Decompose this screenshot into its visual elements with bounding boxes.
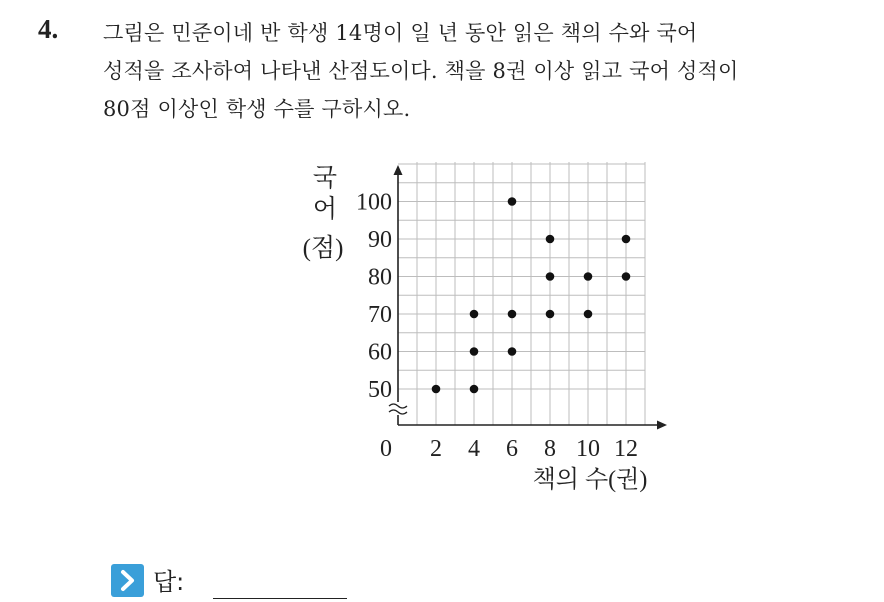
data-point	[622, 235, 631, 244]
x-axis-label: 책의 수(권)	[532, 467, 648, 493]
y-axis-label-char-3: (점)	[302, 235, 344, 262]
y-tick-label: 90	[368, 227, 392, 253]
data-point	[622, 272, 631, 281]
x-tick-label: 10	[576, 436, 600, 462]
x-tick-label: 8	[544, 436, 556, 462]
data-point	[546, 272, 555, 281]
x-axis-arrowhead	[657, 421, 667, 430]
data-point	[508, 197, 517, 206]
data-point	[584, 310, 593, 319]
y-tick-label: 70	[368, 302, 392, 328]
question-number: 4.	[38, 14, 59, 44]
data-point	[470, 347, 479, 356]
data-point	[584, 272, 593, 281]
y-tick-label: 100	[356, 189, 392, 216]
y-axis-break-icon	[389, 402, 407, 415]
question-line-2: 성적을 조사하여 나타낸 산점도이다. 책을 8권 이상 읽고 국어 성적이	[103, 59, 739, 83]
y-axis-label-char-1: 국	[312, 165, 338, 192]
y-tick-label: 80	[368, 264, 392, 291]
data-point	[508, 310, 517, 319]
chart-axes	[389, 165, 667, 430]
y-tick-label: 60	[368, 339, 392, 366]
question-line-3: 80점 이상인 학생 수를 구하시오.	[103, 97, 411, 121]
x-tick-label: 12	[614, 436, 638, 462]
answer-blank[interactable]	[213, 598, 347, 599]
y-tick-label: 50	[368, 377, 392, 403]
answer-label: 답:	[153, 568, 185, 596]
data-point	[432, 385, 441, 394]
y-axis-label-char-2: 어	[312, 196, 338, 223]
data-point	[508, 347, 517, 356]
origin-label: 0	[380, 436, 392, 462]
data-point	[470, 310, 479, 319]
data-point	[470, 385, 479, 394]
x-tick-label: 4	[468, 436, 480, 462]
chevron-right-icon	[111, 564, 144, 597]
data-point	[546, 310, 555, 319]
data-point	[546, 235, 555, 244]
x-tick-label: 2	[430, 436, 442, 462]
y-axis-arrowhead	[394, 165, 403, 175]
question-line-1: 그림은 민준이네 반 학생 14명이 일 년 동안 읽은 책의 수와 국어	[103, 21, 698, 45]
x-tick-label: 6	[506, 436, 518, 462]
